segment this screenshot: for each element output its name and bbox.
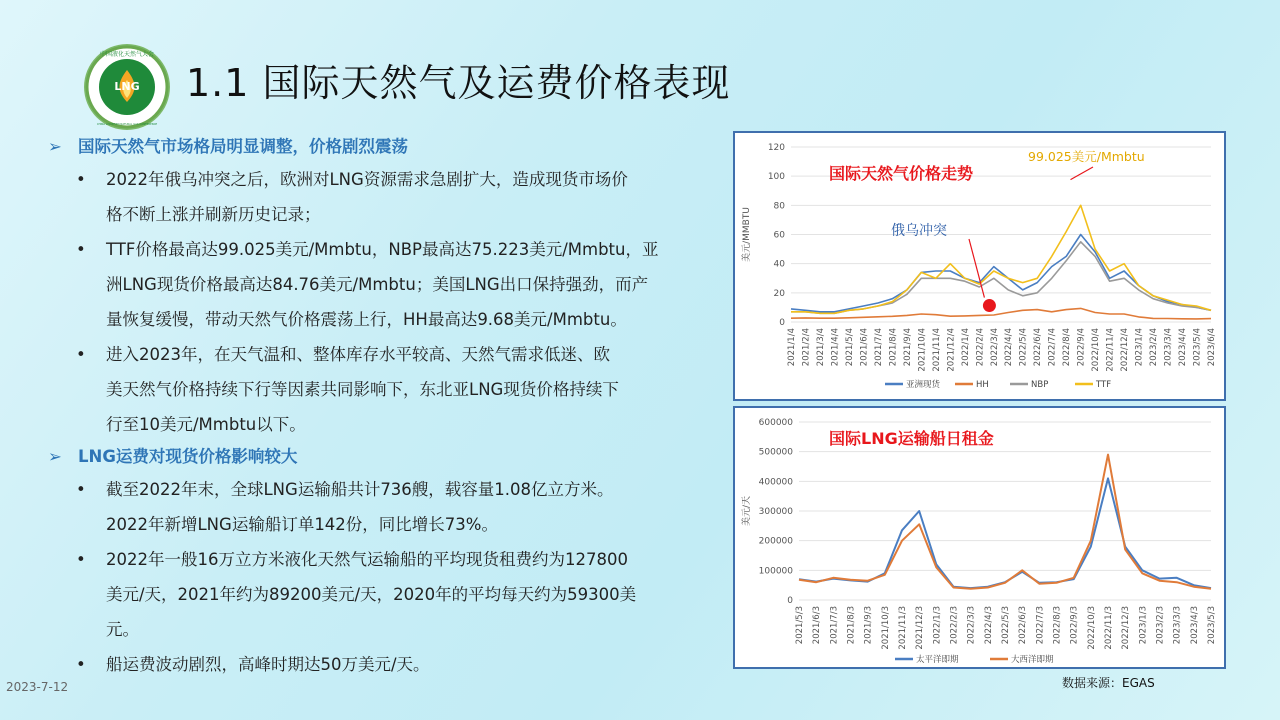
x-tick-label: 2022/1/3 bbox=[932, 606, 943, 645]
x-tick-label: 2022/4/3 bbox=[983, 606, 994, 645]
x-tick-label: 2021/7/3 bbox=[829, 606, 840, 645]
y-tick-label: 400000 bbox=[758, 477, 793, 488]
y-tick-label: 0 bbox=[779, 318, 785, 328]
x-tick-label: 2023/3/3 bbox=[1172, 606, 1183, 645]
x-tick-label: 2023/6/4 bbox=[1207, 328, 1217, 367]
x-tick-label: 2021/5/3 bbox=[795, 606, 805, 645]
x-tick-label: 2022/8/3 bbox=[1052, 606, 1063, 645]
y-tick-label: 120 bbox=[767, 143, 785, 153]
chart-title: 国际LNG运输船日租金 bbox=[829, 429, 994, 448]
x-tick-label: 2022/1/4 bbox=[960, 328, 971, 367]
x-tick-label: 2023/2/3 bbox=[1155, 606, 1166, 645]
x-tick-label: 2022/10/3 bbox=[1086, 606, 1097, 650]
x-tick-label: 2022/2/4 bbox=[975, 328, 986, 367]
legend-label: 太平洋即期 bbox=[916, 655, 959, 665]
y-tick-label: 40 bbox=[773, 259, 785, 270]
chart-title: 国际天然气价格走势 bbox=[829, 164, 974, 183]
x-tick-label: 2023/3/4 bbox=[1163, 328, 1174, 367]
x-tick-label: 2023/1/4 bbox=[1134, 328, 1145, 367]
y-axis-label: 美元/天 bbox=[742, 495, 752, 527]
y-tick-label: 20 bbox=[773, 288, 785, 299]
y-tick-label: 80 bbox=[773, 201, 785, 212]
x-tick-label: 2021/10/4 bbox=[917, 328, 928, 372]
gas-price-chart-panel bbox=[733, 131, 1226, 401]
legend-label: NBP bbox=[1031, 380, 1049, 390]
peak-annotation-label: 99.025美元/Mmbtu bbox=[1028, 149, 1145, 164]
x-tick-label: 2023/4/4 bbox=[1178, 328, 1189, 367]
y-tick-label: 200000 bbox=[758, 536, 793, 547]
bullet-item: • 船运费波动剧烈，高峰时期达50万美元/天。 bbox=[48, 647, 716, 682]
content-text bbox=[48, 132, 716, 682]
logo-sub-text: CHINA LIQUEFIED NATURAL GAS CONFERENCE bbox=[96, 123, 158, 126]
x-tick-label: 2022/6/3 bbox=[1018, 606, 1029, 645]
y-tick-label: 300000 bbox=[758, 507, 793, 517]
x-tick-label: 2021/6/3 bbox=[812, 606, 823, 645]
y-tick-label: 100000 bbox=[758, 566, 793, 577]
x-tick-label: 2022/12/3 bbox=[1121, 606, 1132, 650]
x-tick-label: 2022/2/3 bbox=[949, 606, 960, 645]
series-line-3 bbox=[791, 242, 1211, 313]
x-tick-label: 2022/9/3 bbox=[1069, 606, 1080, 645]
series-line-1 bbox=[799, 478, 1211, 588]
logo-ring-text: 中国液化天然气大会 bbox=[99, 51, 155, 58]
x-tick-label: 2023/2/4 bbox=[1149, 328, 1160, 367]
x-tick-label: 2023/5/3 bbox=[1207, 606, 1217, 645]
annotation-arrow bbox=[969, 239, 984, 298]
x-tick-label: 2021/12/4 bbox=[946, 328, 957, 372]
x-tick-label: 2022/3/3 bbox=[966, 606, 977, 645]
x-tick-label: 2022/5/4 bbox=[1018, 328, 1029, 367]
shipping-rate-chart bbox=[735, 408, 1224, 667]
x-tick-label: 2021/5/4 bbox=[844, 328, 855, 367]
slide-date: 2023-7-12 bbox=[6, 680, 69, 694]
x-tick-label: 2022/7/3 bbox=[1035, 606, 1046, 645]
bullet-dot-icon: • bbox=[76, 655, 86, 674]
bullet-item: • 2022年一般16万立方米液化天然气运输船的平均现货租费约为127800 美元/天，2021年约为89200美元/天，2020年的平均每天约为59300美 元。 bbox=[48, 542, 716, 647]
x-tick-label: 2021/10/3 bbox=[880, 606, 891, 650]
arrow-bullet-icon: ➢ bbox=[48, 137, 62, 156]
legend-label: TTF bbox=[1096, 380, 1112, 390]
x-tick-label: 2021/4/4 bbox=[830, 328, 841, 367]
bullet-dot-icon: • bbox=[76, 480, 86, 499]
legend-label: 亚洲现货 bbox=[906, 380, 941, 390]
x-tick-label: 2021/8/3 bbox=[846, 606, 857, 645]
x-tick-label: 2021/9/3 bbox=[863, 606, 874, 645]
x-tick-label: 2022/3/4 bbox=[989, 328, 1000, 367]
bullet-dot-icon: • bbox=[76, 240, 86, 259]
x-tick-label: 2022/4/4 bbox=[1004, 328, 1015, 367]
x-tick-label: 2021/1/4 bbox=[787, 328, 797, 367]
bullet-dot-icon: • bbox=[76, 170, 86, 189]
x-tick-label: 2021/6/4 bbox=[859, 328, 870, 367]
x-tick-label: 2022/8/4 bbox=[1062, 328, 1073, 367]
x-tick-label: 2021/8/4 bbox=[888, 328, 899, 367]
x-tick-label: 2021/2/4 bbox=[801, 328, 812, 367]
x-tick-label: 2021/3/4 bbox=[815, 328, 826, 367]
page-title: 1.1 国际天然气及运费价格表现 bbox=[186, 61, 731, 105]
bullet-item: • TTF价格最高达99.025美元/Mmbtu，NBP最高达75.223美元/Mmbtu，亚 洲LNG现货价格最高达84.76美元/Mmbtu；美国LNG出口保持强劲，而产 量恢复缓慢，带动天然气价格震荡上行，HH最高达9.68美元/Mmbtu。 bbox=[48, 232, 716, 337]
section-heading: ➢ LNG运费对现货价格影响较大 bbox=[48, 442, 716, 472]
x-tick-label: 2022/5/3 bbox=[1001, 606, 1011, 645]
logo-emblem bbox=[84, 44, 170, 130]
x-tick-label: 2021/12/3 bbox=[915, 606, 926, 650]
y-tick-label: 600000 bbox=[758, 418, 793, 428]
annotation-label: 俄乌冲突 bbox=[891, 223, 947, 239]
logo-center-text: LNG bbox=[114, 80, 140, 93]
x-tick-label: 2022/9/4 bbox=[1076, 328, 1087, 367]
y-tick-label: 0 bbox=[787, 596, 793, 606]
conflict-marker bbox=[983, 299, 996, 312]
x-tick-label: 2021/11/4 bbox=[931, 328, 942, 372]
peak-annotation-arrow bbox=[1071, 167, 1093, 180]
y-tick-label: 60 bbox=[773, 230, 785, 241]
x-tick-label: 2023/5/4 bbox=[1192, 328, 1203, 367]
bullet-item: • 截至2022年末，全球LNG运输船共计736艘，载容量1.08亿立方米。 2022年新增LNG运输船订单142份，同比增长73%。 bbox=[48, 472, 716, 542]
section-heading: ➢ 国际天然气市场格局明显调整，价格剧烈震荡 bbox=[48, 132, 716, 162]
x-tick-label: 2022/7/4 bbox=[1047, 328, 1058, 367]
data-source: 数据来源：EGAS bbox=[1062, 676, 1155, 690]
y-axis-label: 美元/MMBTU bbox=[742, 207, 752, 262]
x-tick-label: 2022/11/3 bbox=[1104, 606, 1114, 650]
x-tick-label: 2021/7/4 bbox=[873, 328, 884, 367]
shipping-rate-chart-panel bbox=[733, 406, 1226, 669]
x-tick-label: 2021/11/3 bbox=[898, 606, 908, 650]
arrow-bullet-icon: ➢ bbox=[48, 447, 62, 466]
legend-label: 大西洋即期 bbox=[1011, 655, 1054, 665]
legend-label: HH bbox=[976, 380, 989, 390]
series-line-1 bbox=[791, 235, 1211, 312]
x-tick-label: 2021/9/4 bbox=[902, 328, 913, 367]
bullet-dot-icon: • bbox=[76, 345, 86, 364]
x-tick-label: 2023/1/3 bbox=[1138, 606, 1149, 645]
bullet-item: • 进入2023年，在天气温和、整体库存水平较高、天然气需求低迷、欧 美天然气价格持续下行等因素共同影响下，东北亚LNG现货价格持续下 行至10美元/Mmbtu以下。 bbox=[48, 337, 716, 442]
x-tick-label: 2023/4/3 bbox=[1189, 606, 1200, 645]
x-tick-label: 2022/10/4 bbox=[1091, 328, 1102, 372]
bullet-item: • 2022年俄乌冲突之后，欧洲对LNG资源需求急剧扩大，造成现货市场价 格不断上涨并刷新历史记录； bbox=[48, 162, 716, 232]
y-tick-label: 500000 bbox=[758, 447, 793, 458]
series-line-2 bbox=[799, 455, 1211, 589]
gas-price-chart bbox=[735, 133, 1224, 399]
bullet-dot-icon: • bbox=[76, 550, 86, 569]
y-tick-label: 100 bbox=[767, 172, 785, 183]
conference-logo bbox=[84, 44, 170, 130]
x-tick-label: 2022/12/4 bbox=[1120, 328, 1131, 372]
x-tick-label: 2022/11/4 bbox=[1105, 328, 1116, 372]
series-line-4 bbox=[791, 205, 1211, 313]
x-tick-label: 2022/6/4 bbox=[1033, 328, 1044, 367]
